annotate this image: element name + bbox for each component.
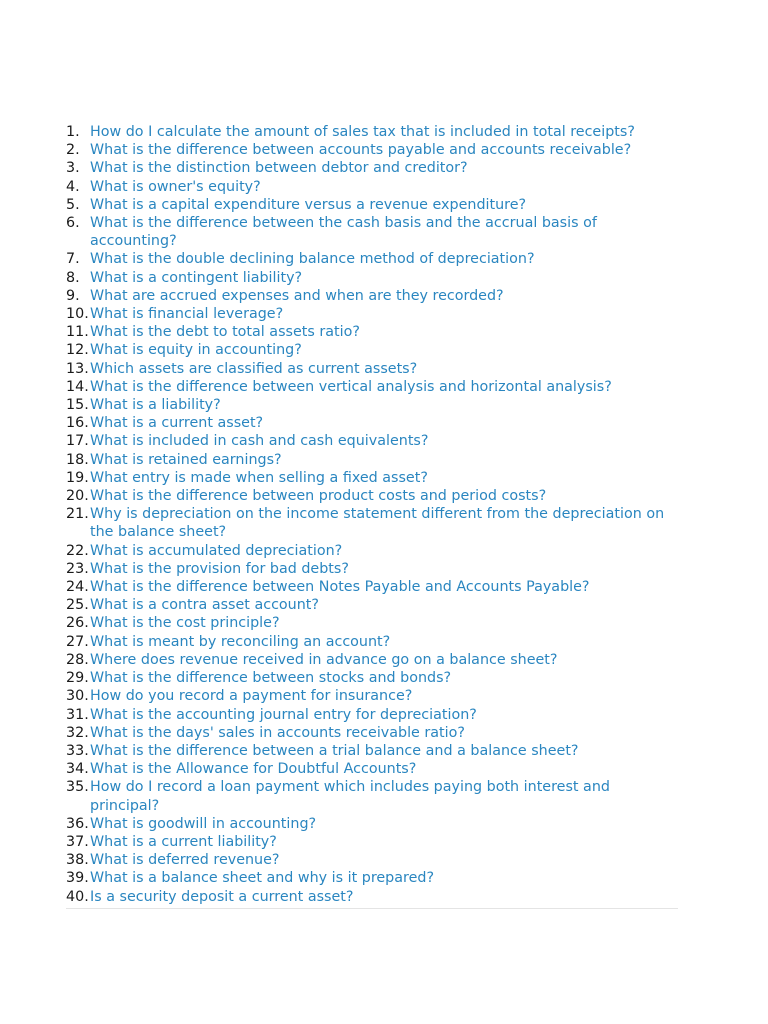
list-item — [66, 123, 678, 141]
item-number: 40. — [66, 888, 89, 905]
list-item — [66, 888, 678, 906]
question-link[interactable]: What is a balance sheet and why is it prepared? — [90, 870, 435, 887]
list-item — [66, 851, 678, 869]
item-number: 32. — [66, 724, 89, 741]
question-link[interactable]: What entry is made when selling a fixed asset? — [90, 469, 428, 486]
list-item — [66, 305, 678, 323]
item-number: 8. — [66, 269, 80, 286]
item-number: 39. — [66, 870, 89, 887]
item-number: 13. — [66, 360, 89, 377]
item-number: 35. — [66, 779, 89, 796]
item-number: 27. — [66, 633, 89, 650]
question-link[interactable]: Where does revenue received in advance go on a balance sheet? — [90, 651, 558, 668]
list-item — [66, 360, 678, 378]
list-item — [66, 269, 678, 287]
question-link[interactable]: What is a current liability? — [90, 833, 277, 850]
question-link[interactable]: What is included in cash and cash equivalents? — [90, 433, 429, 450]
list-item — [66, 432, 678, 450]
list-item — [66, 323, 678, 341]
question-link[interactable]: What is the cost principle? — [90, 615, 280, 632]
question-link[interactable]: How do you record a payment for insurance? — [90, 688, 413, 705]
list-item — [66, 833, 678, 851]
item-number: 25. — [66, 597, 89, 614]
item-number: 12. — [66, 342, 89, 359]
question-link[interactable]: What is a contingent liability? — [90, 269, 303, 286]
question-link[interactable]: What is the distinction between debtor and creditor? — [90, 160, 468, 177]
question-link[interactable]: What is a current asset? — [90, 415, 264, 432]
question-link[interactable]: What is the accounting journal entry for depreciation? — [90, 706, 477, 723]
list-item — [66, 742, 678, 760]
item-number: 36. — [66, 815, 89, 832]
question-link[interactable]: What is a liability? — [90, 397, 221, 414]
list-item — [66, 250, 678, 268]
question-link[interactable]: What is the days' sales in accounts receivable ratio? — [90, 724, 465, 741]
item-number: 20. — [66, 488, 89, 505]
question-link[interactable]: What is the difference between product costs and period costs? — [90, 488, 547, 505]
question-link[interactable]: What is equity in accounting? — [90, 342, 302, 359]
item-number: 6. — [66, 215, 80, 232]
list-item — [66, 487, 678, 505]
item-number: 11. — [66, 324, 89, 341]
list-item — [66, 815, 678, 833]
list-item — [66, 560, 678, 578]
list-item — [66, 869, 678, 887]
list-item — [66, 633, 678, 651]
item-number: 28. — [66, 651, 89, 668]
question-list — [66, 123, 678, 909]
item-number: 19. — [66, 469, 89, 486]
list-item — [66, 214, 678, 250]
question-link[interactable]: Why is depreciation on the income statement different from the depreciation on the balance sheet? — [90, 506, 665, 541]
item-number: 29. — [66, 670, 89, 687]
question-link[interactable]: What is a capital expenditure versus a revenue expenditure? — [90, 196, 527, 213]
item-number: 37. — [66, 833, 89, 850]
question-link[interactable]: What is the double declining balance method of depreciation? — [90, 251, 535, 268]
question-link[interactable]: What is the debt to total assets ratio? — [90, 324, 360, 341]
question-link[interactable]: What is the difference between Notes Payable and Accounts Payable? — [90, 579, 590, 596]
question-link[interactable]: What is the difference between the cash basis and the accrual basis of accounting? — [90, 215, 597, 250]
item-number: 24. — [66, 579, 89, 596]
item-number: 10. — [66, 306, 89, 323]
question-link[interactable]: What is the provision for bad debts? — [90, 560, 349, 577]
item-number: 21. — [66, 506, 89, 523]
question-link[interactable]: What is meant by reconciling an account? — [90, 633, 391, 650]
item-number: 2. — [66, 142, 80, 159]
item-number: 34. — [66, 761, 89, 778]
item-number: 4. — [66, 178, 80, 195]
question-link[interactable]: What is accumulated depreciation? — [90, 542, 343, 559]
item-number: 33. — [66, 742, 89, 759]
list-item — [66, 651, 678, 669]
item-number: 9. — [66, 287, 80, 304]
list-item — [66, 760, 678, 778]
list-item — [66, 614, 678, 632]
item-number: 23. — [66, 560, 89, 577]
list-item — [66, 669, 678, 687]
list-item — [66, 505, 678, 541]
list-item — [66, 178, 678, 196]
item-number: 17. — [66, 433, 89, 450]
list-item — [66, 196, 678, 214]
list-item — [66, 341, 678, 359]
list-item — [66, 724, 678, 742]
item-number: 7. — [66, 251, 80, 268]
item-number: 22. — [66, 542, 89, 559]
item-number: 15. — [66, 397, 89, 414]
question-link[interactable]: What is deferred revenue? — [90, 852, 280, 869]
list-item — [66, 778, 678, 814]
question-link[interactable]: Is a security deposit a current asset? — [90, 888, 354, 905]
question-link[interactable]: What is the difference between a trial balance and a balance sheet? — [90, 742, 579, 759]
item-number: 14. — [66, 378, 89, 395]
question-link[interactable]: What is the difference between vertical analysis and horizontal analysis? — [90, 378, 612, 395]
item-number: 30. — [66, 688, 89, 705]
item-number: 26. — [66, 615, 89, 632]
question-link[interactable]: How do I calculate the amount of sales tax that is included in total receipts? — [90, 124, 635, 140]
item-number: 18. — [66, 451, 89, 468]
item-number: 31. — [66, 706, 89, 723]
question-link[interactable]: Which assets are classified as current assets? — [90, 360, 418, 377]
list-item — [66, 159, 678, 177]
question-link[interactable]: What is goodwill in accounting? — [90, 815, 317, 832]
question-link[interactable]: What is financial leverage? — [90, 306, 284, 323]
item-number: 38. — [66, 852, 89, 869]
question-link[interactable]: What is the difference between stocks and bonds? — [90, 670, 452, 687]
list-item — [66, 706, 678, 724]
list-item — [66, 287, 678, 305]
list-item — [66, 378, 678, 396]
list-item — [66, 596, 678, 614]
question-link[interactable]: What is the Allowance for Doubtful Accounts? — [90, 761, 417, 778]
item-number: 1. — [66, 124, 80, 140]
list-item — [66, 414, 678, 432]
question-link[interactable]: What is a contra asset account? — [90, 597, 319, 614]
question-link[interactable]: What are accrued expenses and when are they recorded? — [90, 287, 504, 304]
list-item — [66, 396, 678, 414]
item-number: 5. — [66, 196, 80, 213]
list-item — [66, 451, 678, 469]
item-number: 3. — [66, 160, 80, 177]
item-number: 16. — [66, 415, 89, 432]
list-item — [66, 141, 678, 159]
question-link[interactable]: What is retained earnings? — [90, 451, 282, 468]
question-link[interactable]: What is owner's equity? — [90, 178, 261, 195]
question-link[interactable]: What is the difference between accounts payable and accounts receivable? — [90, 142, 632, 159]
list-item — [66, 687, 678, 705]
list-item — [66, 578, 678, 596]
list-item — [66, 469, 678, 487]
question-link[interactable]: How do I record a loan payment which includes paying both interest and principal? — [90, 779, 610, 814]
list-item — [66, 542, 678, 560]
